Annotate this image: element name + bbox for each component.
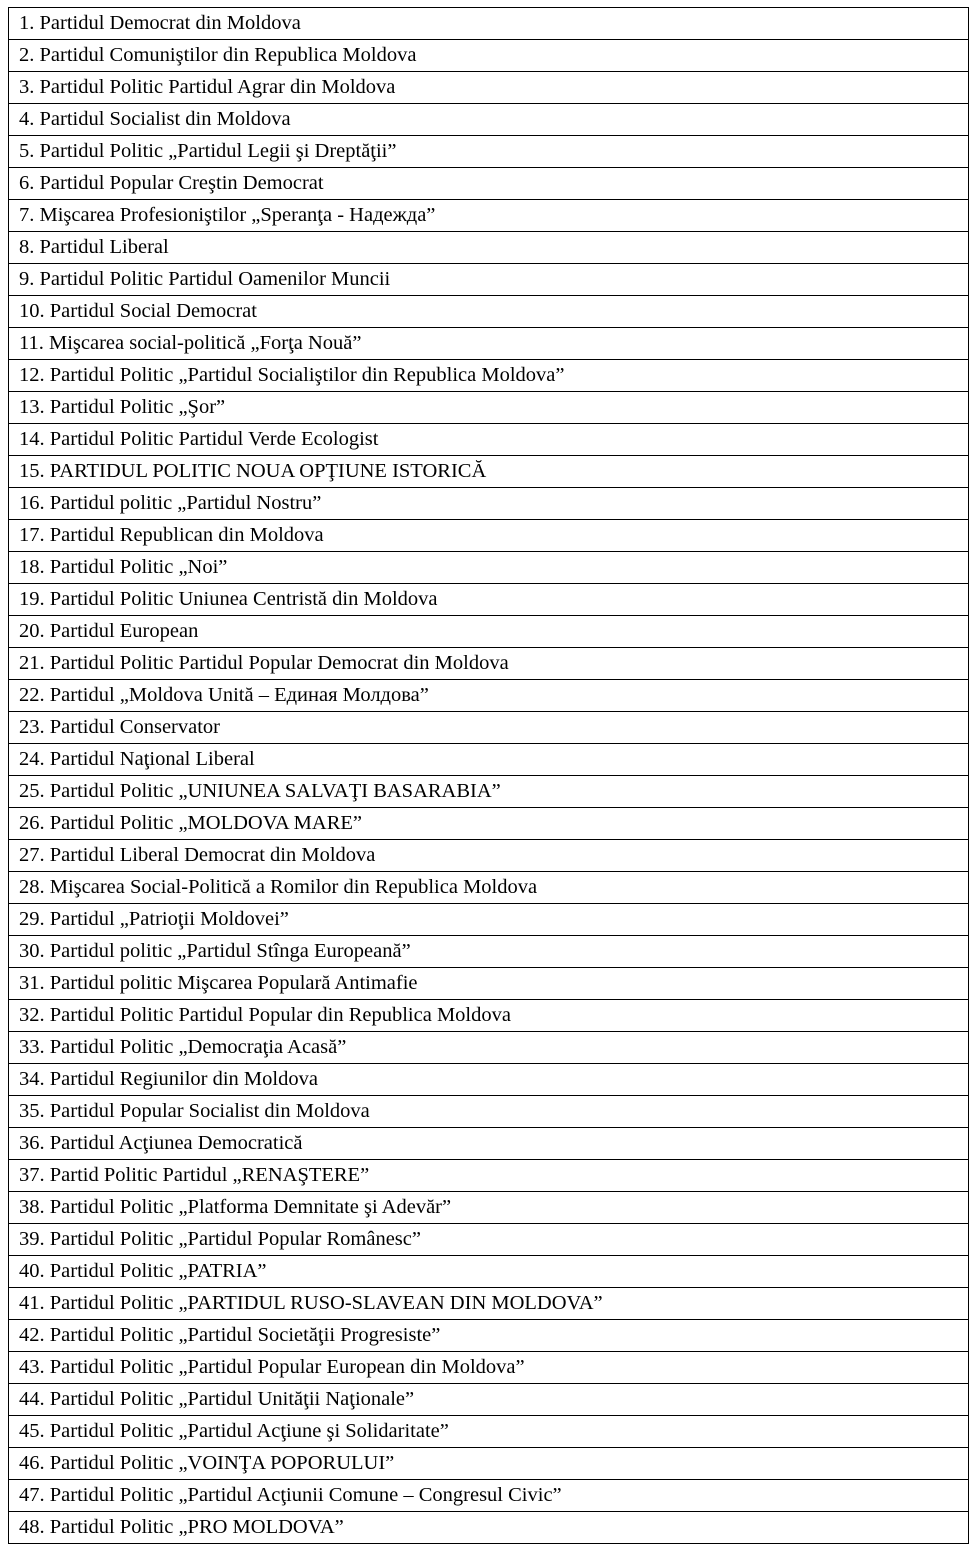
table-row (9, 1128, 969, 1160)
party-name-cell: 44. Partidul Politic „Partidul Unităţii Naţionale” (9, 1384, 969, 1416)
table-row (9, 296, 969, 328)
party-name-cell: 24. Partidul Naţional Liberal (9, 744, 969, 776)
table-row (9, 488, 969, 520)
party-name-cell: 38. Partidul Politic „Platforma Demnitate şi Adevăr” (9, 1192, 969, 1224)
party-name-cell: 23. Partidul Conservator (9, 712, 969, 744)
table-row (9, 1512, 969, 1544)
party-name-cell: 14. Partidul Politic Partidul Verde Ecologist (9, 424, 969, 456)
table-row (9, 680, 969, 712)
party-name-cell: 31. Partidul politic Mişcarea Populară Antimafie (9, 968, 969, 1000)
party-name-cell: 18. Partidul Politic „Noi” (9, 552, 969, 584)
party-name-cell: 34. Partidul Regiunilor din Moldova (9, 1064, 969, 1096)
table-row (9, 136, 969, 168)
party-name-cell: 5. Partidul Politic „Partidul Legii şi Dreptăţii” (9, 136, 969, 168)
table-row (9, 552, 969, 584)
party-name-cell: 36. Partidul Acţiunea Democratică (9, 1128, 969, 1160)
party-name-cell: 10. Partidul Social Democrat (9, 296, 969, 328)
table-row (9, 1384, 969, 1416)
table-row (9, 904, 969, 936)
party-name-cell: 42. Partidul Politic „Partidul Societăţii Progresiste” (9, 1320, 969, 1352)
table-row (9, 872, 969, 904)
party-name-cell: 9. Partidul Politic Partidul Oamenilor Muncii (9, 264, 969, 296)
table-row (9, 520, 969, 552)
party-name-cell: 2. Partidul Comuniştilor din Republica Moldova (9, 40, 969, 72)
party-name-cell: 4. Partidul Socialist din Moldova (9, 104, 969, 136)
party-name-cell: 35. Partidul Popular Socialist din Moldova (9, 1096, 969, 1128)
party-name-cell: 22. Partidul „Moldova Unită – Единая Молдова” (9, 680, 969, 712)
party-name-cell: 43. Partidul Politic „Partidul Popular European din Moldova” (9, 1352, 969, 1384)
table-row (9, 1064, 969, 1096)
table-row (9, 1000, 969, 1032)
table-row (9, 104, 969, 136)
table-row (9, 1416, 969, 1448)
table-row (9, 8, 969, 40)
party-name-cell: 25. Partidul Politic „UNIUNEA SALVAŢI BASARABIA” (9, 776, 969, 808)
party-name-cell: 47. Partidul Politic „Partidul Acţiunii Comune – Congresul Civic” (9, 1480, 969, 1512)
table-row (9, 1160, 969, 1192)
party-name-cell: 28. Mişcarea Social-Politică a Romilor din Republica Moldova (9, 872, 969, 904)
party-name-cell: 7. Mişcarea Profesioniştilor „Speranţa - Надежда” (9, 200, 969, 232)
party-name-cell: 48. Partidul Politic „PRO MOLDOVA” (9, 1512, 969, 1544)
party-name-cell: 16. Partidul politic „Partidul Nostru” (9, 488, 969, 520)
party-name-cell: 12. Partidul Politic „Partidul Socialiştilor din Republica Moldova” (9, 360, 969, 392)
table-row (9, 1224, 969, 1256)
party-name-cell: 13. Partidul Politic „Şor” (9, 392, 969, 424)
table-row (9, 1352, 969, 1384)
table-row (9, 72, 969, 104)
party-name-cell: 3. Partidul Politic Partidul Agrar din Moldova (9, 72, 969, 104)
party-list-body (9, 8, 969, 1544)
table-row (9, 1480, 969, 1512)
table-row (9, 584, 969, 616)
table-row (9, 456, 969, 488)
table-row (9, 808, 969, 840)
table-row (9, 232, 969, 264)
party-name-cell: 19. Partidul Politic Uniunea Centristă din Moldova (9, 584, 969, 616)
table-row (9, 936, 969, 968)
party-name-cell: 6. Partidul Popular Creştin Democrat (9, 168, 969, 200)
table-row (9, 744, 969, 776)
party-name-cell: 1. Partidul Democrat din Moldova (9, 8, 969, 40)
table-row (9, 264, 969, 296)
table-row (9, 776, 969, 808)
party-name-cell: 30. Partidul politic „Partidul Stînga Europeană” (9, 936, 969, 968)
party-name-cell: 33. Partidul Politic „Democraţia Acasă” (9, 1032, 969, 1064)
party-name-cell: 17. Partidul Republican din Moldova (9, 520, 969, 552)
table-row (9, 616, 969, 648)
table-row (9, 200, 969, 232)
table-row (9, 1032, 969, 1064)
table-row (9, 328, 969, 360)
table-row (9, 392, 969, 424)
table-row (9, 1192, 969, 1224)
party-name-cell: 45. Partidul Politic „Partidul Acţiune şi Solidaritate” (9, 1416, 969, 1448)
party-list-table (8, 7, 969, 1544)
party-name-cell: 20. Partidul European (9, 616, 969, 648)
party-name-cell: 29. Partidul „Patrioţii Moldovei” (9, 904, 969, 936)
party-name-cell: 11. Mişcarea social-politică „Forţa Nouă” (9, 328, 969, 360)
table-row (9, 1320, 969, 1352)
table-row (9, 168, 969, 200)
table-row (9, 1448, 969, 1480)
party-name-cell: 8. Partidul Liberal (9, 232, 969, 264)
table-row (9, 840, 969, 872)
party-name-cell: 37. Partid Politic Partidul „RENAŞTERE” (9, 1160, 969, 1192)
table-row (9, 968, 969, 1000)
table-row (9, 40, 969, 72)
table-row (9, 712, 969, 744)
party-name-cell: 40. Partidul Politic „PATRIA” (9, 1256, 969, 1288)
table-row (9, 1256, 969, 1288)
party-name-cell: 39. Partidul Politic „Partidul Popular Românesc” (9, 1224, 969, 1256)
party-name-cell: 27. Partidul Liberal Democrat din Moldova (9, 840, 969, 872)
table-row (9, 424, 969, 456)
party-name-cell: 26. Partidul Politic „MOLDOVA MARE” (9, 808, 969, 840)
party-name-cell: 21. Partidul Politic Partidul Popular Democrat din Moldova (9, 648, 969, 680)
party-name-cell: 46. Partidul Politic „VOINŢA POPORULUI” (9, 1448, 969, 1480)
table-row (9, 360, 969, 392)
party-name-cell: 41. Partidul Politic „PARTIDUL RUSO-SLAVEAN DIN MOLDOVA” (9, 1288, 969, 1320)
table-row (9, 1096, 969, 1128)
party-name-cell: 15. PARTIDUL POLITIC NOUA OPŢIUNE ISTORICĂ (9, 456, 969, 488)
party-name-cell: 32. Partidul Politic Partidul Popular din Republica Moldova (9, 1000, 969, 1032)
table-row (9, 648, 969, 680)
table-row (9, 1288, 969, 1320)
